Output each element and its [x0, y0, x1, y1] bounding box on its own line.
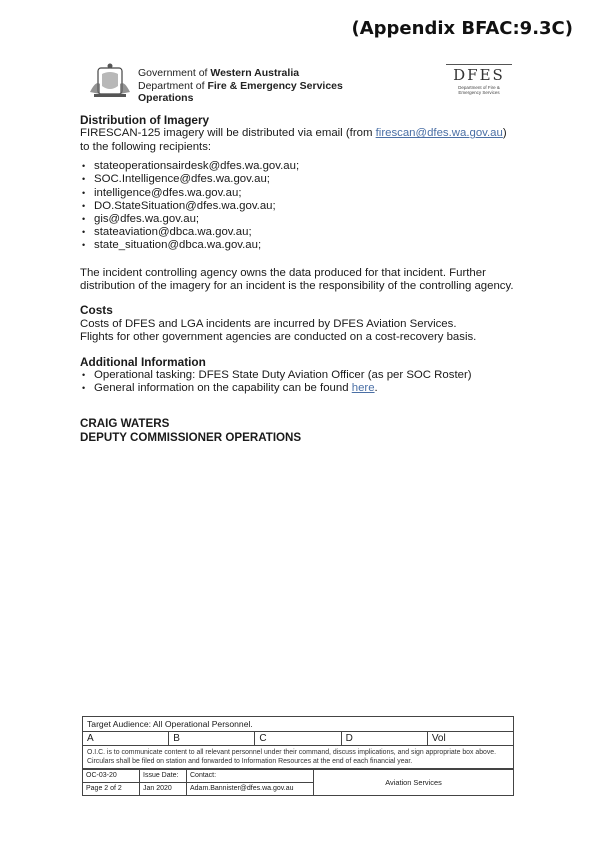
- signoff-cell-b: B: [169, 732, 255, 745]
- signoff-row: [83, 732, 513, 746]
- wa-crest-icon: [88, 62, 132, 102]
- distribution-footer-table: [82, 716, 514, 796]
- contact-label: Contact:: [187, 770, 313, 783]
- dfes-logo-sub2: Emergency Services: [458, 90, 500, 95]
- list-item: • gis@dfes.wa.gov.au;: [80, 213, 530, 226]
- signatory-name: CRAIG WATERS: [80, 417, 170, 431]
- gov-line-state: Western Australia: [210, 67, 300, 79]
- dept-name: Fire & Emergency Services: [207, 79, 343, 92]
- firescan-email-link[interactable]: firescan@dfes.wa.gov.au: [375, 127, 503, 140]
- signoff-cell-d: D: [342, 732, 428, 745]
- capability-info-text: General information on the capability can be found: [94, 382, 352, 395]
- list-item: • stateoperationsairdesk@dfes.wa.gov.au;: [80, 160, 530, 173]
- page-number: Page 2 of 2: [86, 785, 122, 792]
- list-item: • Operational tasking: DFES State Duty Aviation Officer (as per SOC Roster): [80, 369, 530, 382]
- capability-info-link[interactable]: here: [351, 382, 375, 395]
- list-item: • state_situation@dbca.wa.gov.au;: [80, 239, 530, 252]
- government-header: [138, 67, 343, 105]
- list-item: • intelligence@dfes.wa.gov.au;: [80, 187, 530, 200]
- issue-date-label: Issue Date:: [140, 770, 186, 783]
- capability-info-period: .: [374, 382, 378, 395]
- dept-prefix: Department of: [138, 79, 208, 92]
- list-item: • SOC.Intelligence@dfes.wa.gov.au;: [80, 173, 530, 186]
- list-item: • DO.StateSituation@dfes.wa.gov.au;: [80, 200, 530, 213]
- dfes-logo-sub1: Department of Fire &: [458, 85, 500, 90]
- dfes-logo-text: DFES: [446, 64, 512, 83]
- list-item: • stateaviation@dbca.wa.gov.au;: [80, 226, 530, 239]
- document-body: [80, 114, 530, 444]
- distribution-intro-line2: to the following recipients:: [80, 140, 212, 153]
- signoff-cell-a: A: [83, 732, 169, 745]
- gov-line-prefix: Government of: [138, 67, 211, 79]
- distribution-intro: [80, 127, 530, 140]
- ownership-paragraph: The incident controlling agency owns the data produced for that incident. Further distribution of the imagery for an incident is the responsibility of the controlling agency.: [80, 266, 514, 293]
- issue-date: Jan 2020: [143, 785, 172, 792]
- division-name: Operations: [138, 92, 194, 104]
- costs-line-1: Costs of DFES and LGA incidents are incurred by DFES Aviation Services.: [80, 317, 457, 330]
- list-item: [80, 382, 530, 395]
- target-audience: Target Audience: All Operational Personnel.: [87, 719, 253, 729]
- signoff-cell-vol: Vol: [431, 733, 446, 744]
- recipient-list: [80, 160, 530, 252]
- oic-instruction-note: O.I.C. is to communicate content to all relevant personnel under their command, discuss implications, and sign appropriate box above. Circulars shall be filed on station and forwarded to Information Resources at the end of each financial year.: [87, 749, 497, 765]
- additional-info-list: [80, 369, 530, 395]
- contact-email: Adam.Bannister@dfes.wa.gov.au: [190, 785, 294, 792]
- owner-unit: Aviation Services: [385, 778, 442, 787]
- signoff-cell-c: C: [255, 732, 341, 745]
- distribution-heading: Distribution of Imagery: [80, 113, 210, 127]
- costs-line-2: Flights for other government agencies are conducted on a cost-recovery basis.: [80, 331, 477, 344]
- signatory-title: DEPUTY COMMISSIONER OPERATIONS: [80, 430, 302, 444]
- appendix-label: (Appendix BFAC:9.3C): [351, 18, 573, 39]
- distribution-intro-close: ): [502, 127, 507, 140]
- document-meta: [83, 769, 513, 795]
- additional-info-heading: Additional Information: [80, 354, 206, 369]
- costs-heading: Costs: [80, 303, 113, 318]
- document-number: OC-03-20: [83, 770, 139, 783]
- distribution-intro-text: FIRESCAN-125 imagery will be distributed via email (from: [80, 127, 376, 140]
- dfes-logo: [446, 64, 512, 95]
